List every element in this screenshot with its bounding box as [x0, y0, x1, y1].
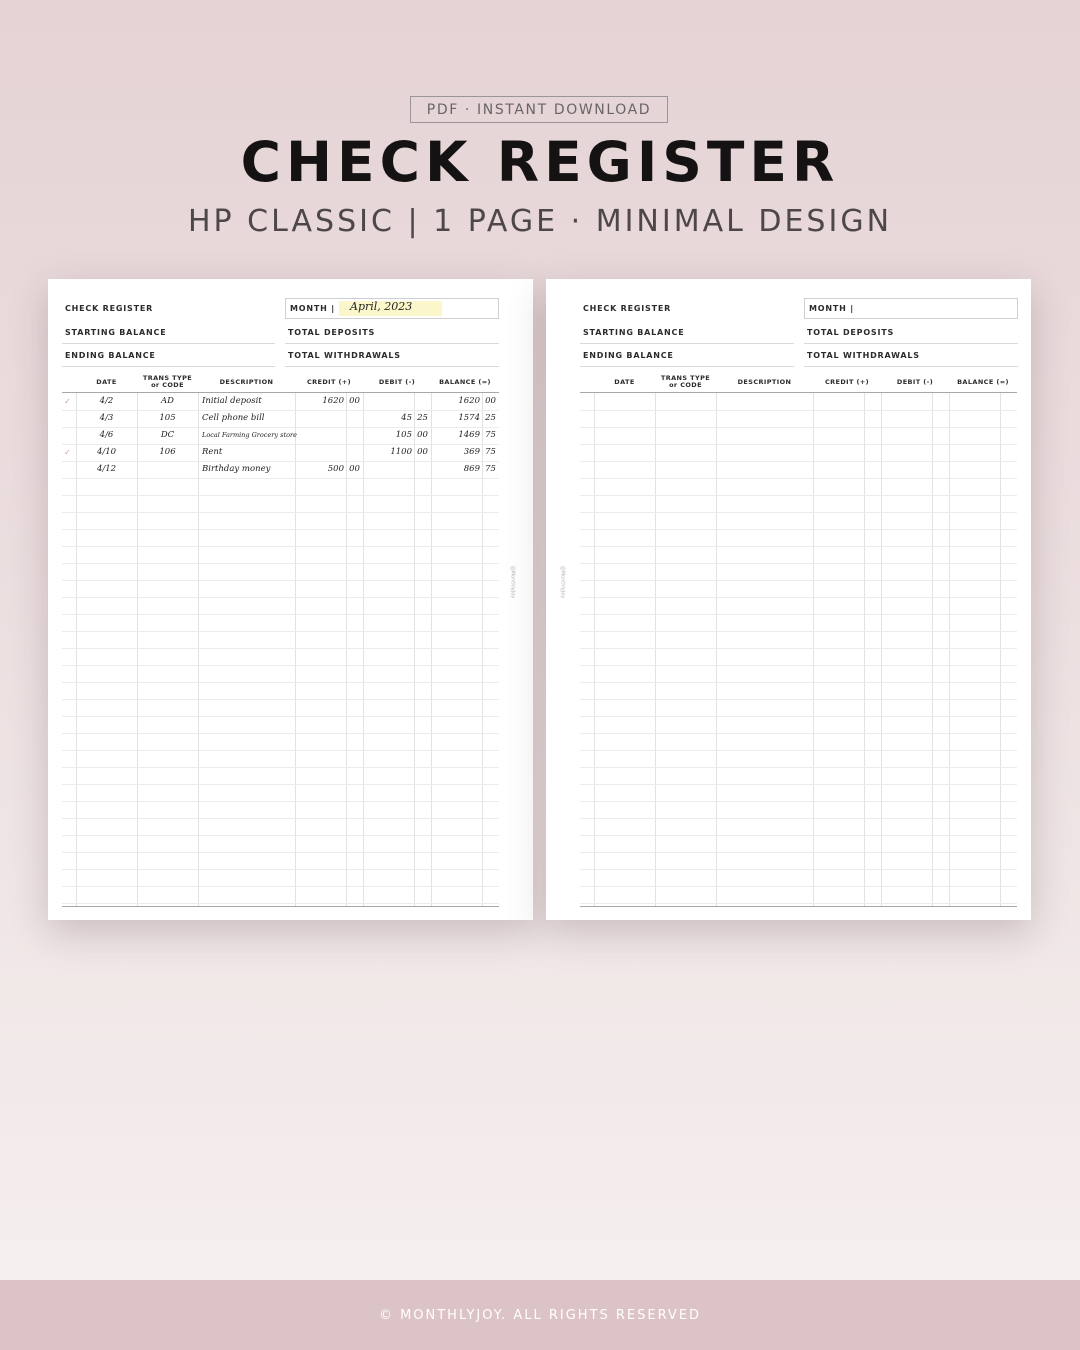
- entry-debit-cents: 25: [417, 413, 428, 423]
- total-deposits-line: [285, 322, 499, 344]
- sheet-title: CHECK REGISTER: [583, 304, 672, 313]
- col-header-description: DESCRIPTION: [219, 377, 274, 386]
- column-divider: [881, 393, 882, 907]
- reconciled-check-icon: ✓: [64, 448, 71, 457]
- watermark: @MonthlyJoy: [509, 565, 516, 599]
- entry-balance: 869: [463, 464, 480, 474]
- entry-debit-cents: [414, 461, 431, 478]
- column-divider: [864, 393, 865, 907]
- sheet-title: CHECK REGISTER: [65, 304, 154, 313]
- entry-balance-cents: 75: [485, 447, 496, 457]
- col-header-debit: DEBIT (-): [896, 377, 934, 386]
- entry-credit-cents: 00: [349, 464, 360, 474]
- row-rule: [580, 478, 1017, 479]
- entry-credit: [295, 427, 344, 444]
- row-rule: [580, 750, 1017, 751]
- column-divider: [932, 393, 933, 907]
- row-rule: [580, 546, 1017, 547]
- month-field: [804, 298, 1018, 319]
- entry-code: 106: [159, 447, 176, 457]
- ending-balance-label: ENDING BALANCE: [583, 351, 674, 360]
- row-rule: [62, 886, 499, 887]
- row-rule: [62, 512, 499, 513]
- entry-date: 4/2: [99, 396, 114, 406]
- row-rule: [62, 648, 499, 649]
- row-rule: [62, 801, 499, 802]
- row-rule: [580, 835, 1017, 836]
- row-rule: [580, 461, 1017, 462]
- ending-balance-label: ENDING BALANCE: [65, 351, 156, 360]
- column-divider: [594, 393, 595, 907]
- row-rule: [62, 784, 499, 785]
- row-rule: [580, 699, 1017, 700]
- entry-code: 105: [159, 413, 176, 423]
- entry-date: 4/6: [99, 430, 114, 440]
- row-rule: [580, 410, 1017, 411]
- row-rule: [62, 699, 499, 700]
- total-withdrawals-label: TOTAL WITHDRAWALS: [807, 351, 920, 360]
- column-divider: [716, 393, 717, 907]
- row-rule: [580, 512, 1017, 513]
- col-header-trans-type: TRANS TYPE or CODE: [660, 374, 711, 389]
- row-rule: [62, 597, 499, 598]
- row-rule: [580, 665, 1017, 666]
- column-divider: [949, 393, 950, 907]
- entry-debit-cents: [414, 393, 431, 410]
- entry-balance: 369: [463, 447, 480, 457]
- row-rule: [580, 631, 1017, 632]
- entry-balance-cents: 25: [485, 413, 496, 423]
- column-divider: [1000, 393, 1001, 907]
- register-page-filled: [48, 279, 533, 920]
- row-rule: [580, 903, 1017, 904]
- row-rule: [580, 716, 1017, 717]
- row-rule: [580, 886, 1017, 887]
- entry-credit: [295, 444, 344, 461]
- col-header-credit: CREDIT (+): [824, 377, 870, 386]
- row-rule: [580, 597, 1017, 598]
- row-rule: [580, 444, 1017, 445]
- col-header-debit: DEBIT (-): [378, 377, 416, 386]
- starting-balance-label: STARTING BALANCE: [583, 328, 685, 337]
- entry-date: 4/10: [96, 447, 117, 457]
- month-field: [285, 298, 499, 319]
- product-subtitle: HP CLASSIC | 1 PAGE · MINIMAL DESIGN: [187, 204, 893, 239]
- entry-credit-cents: 00: [349, 396, 360, 406]
- row-rule: [62, 580, 499, 581]
- row-rule: [62, 682, 499, 683]
- watermark: @MonthlyJoy: [559, 565, 566, 599]
- entry-code: [137, 461, 198, 478]
- entry-code: DC: [160, 430, 175, 440]
- month-label: MONTH |: [809, 304, 854, 313]
- row-rule: [62, 478, 499, 479]
- entry-credit-cents: [346, 410, 363, 427]
- row-rule: [62, 852, 499, 853]
- row-rule: [62, 903, 499, 904]
- row-rule: [62, 750, 499, 751]
- entry-description: Local Farming Grocery store: [202, 431, 297, 439]
- total-withdrawals-line: [804, 345, 1018, 367]
- row-rule: [580, 784, 1017, 785]
- row-rule: [580, 733, 1017, 734]
- row-rule: [62, 614, 499, 615]
- entry-balance-cents: 75: [485, 464, 496, 474]
- starting-balance-label: STARTING BALANCE: [65, 328, 167, 337]
- ending-balance-line: [580, 345, 794, 367]
- entry-balance: 1574: [458, 413, 480, 423]
- format-badge: PDF · INSTANT DOWNLOAD: [410, 96, 668, 123]
- starting-balance-line: [62, 322, 275, 344]
- row-rule: [580, 614, 1017, 615]
- total-withdrawals-line: [285, 345, 499, 367]
- row-rule: [62, 495, 499, 496]
- entry-description: Cell phone bill: [202, 413, 265, 423]
- entry-debit: [363, 393, 412, 410]
- entry-credit-cents: [346, 444, 363, 461]
- reconciled-check-icon: ✓: [64, 397, 71, 406]
- column-divider: [813, 393, 814, 907]
- row-rule: [580, 495, 1017, 496]
- entry-credit: [295, 410, 344, 427]
- row-rule: [580, 580, 1017, 581]
- header-rule: [580, 392, 1017, 393]
- product-title: CHECK REGISTER: [240, 130, 840, 194]
- entry-balance-cents: 00: [485, 396, 496, 406]
- entry-debit: 105: [395, 430, 412, 440]
- row-rule: [580, 767, 1017, 768]
- entry-debit: 1100: [390, 447, 412, 457]
- bottom-rule: [580, 906, 1017, 907]
- entry-debit-cents: 00: [417, 430, 428, 440]
- entry-date: 4/12: [96, 464, 117, 474]
- col-header-description: DESCRIPTION: [737, 377, 792, 386]
- row-rule: [62, 631, 499, 632]
- row-rule: [62, 665, 499, 666]
- total-deposits-line: [804, 322, 1018, 344]
- ending-balance-line: [62, 345, 275, 367]
- row-rule: [62, 818, 499, 819]
- copyright-footer: © MONTHLYJOY. ALL RIGHTS RESERVED: [0, 1280, 1080, 1350]
- entry-balance-cents: 75: [485, 430, 496, 440]
- entry-debit: [363, 461, 412, 478]
- row-rule: [62, 563, 499, 564]
- col-header-credit: CREDIT (+): [306, 377, 352, 386]
- row-rule: [62, 869, 499, 870]
- entry-balance: 1469: [458, 430, 480, 440]
- entry-credit: 500: [327, 464, 344, 474]
- col-header-date: DATE: [614, 377, 635, 386]
- starting-balance-line: [580, 322, 794, 344]
- row-rule: [580, 563, 1017, 564]
- row-rule: [62, 835, 499, 836]
- bottom-rule: [62, 906, 499, 907]
- row-rule: [580, 818, 1017, 819]
- row-rule: [62, 529, 499, 530]
- register-table: [580, 371, 1017, 907]
- entry-debit-cents: 00: [417, 447, 428, 457]
- entry-description: Rent: [202, 447, 223, 457]
- row-rule: [580, 529, 1017, 530]
- register-table: [62, 371, 499, 907]
- entry-description: Birthday money: [202, 464, 271, 474]
- col-header-balance: BALANCE (=): [957, 377, 1009, 386]
- row-rule: [62, 546, 499, 547]
- total-withdrawals-label: TOTAL WITHDRAWALS: [288, 351, 401, 360]
- month-value: April, 2023: [350, 300, 413, 313]
- entry-credit: 1620: [322, 396, 344, 406]
- col-header-date: DATE: [96, 377, 117, 386]
- month-label: MONTH |: [290, 304, 335, 313]
- register-page-blank: [546, 279, 1031, 920]
- row-rule: [580, 427, 1017, 428]
- entry-date: 4/3: [99, 413, 114, 423]
- row-rule: [580, 682, 1017, 683]
- row-rule: [62, 716, 499, 717]
- row-rule: [580, 852, 1017, 853]
- entry-debit: 45: [401, 413, 412, 423]
- row-rule: [580, 648, 1017, 649]
- column-divider: [655, 393, 656, 907]
- entry-credit-cents: [346, 427, 363, 444]
- col-header-balance: BALANCE (=): [439, 377, 491, 386]
- total-deposits-label: TOTAL DEPOSITS: [807, 328, 895, 337]
- row-rule: [62, 733, 499, 734]
- column-divider: [198, 393, 199, 907]
- row-rule: [62, 767, 499, 768]
- total-deposits-label: TOTAL DEPOSITS: [288, 328, 376, 337]
- row-rule: [580, 869, 1017, 870]
- entry-balance: 1620: [458, 396, 480, 406]
- col-header-trans-type: TRANS TYPE or CODE: [142, 374, 193, 389]
- entry-code: AD: [161, 396, 174, 406]
- row-rule: [580, 801, 1017, 802]
- entry-description: Initial deposit: [202, 396, 262, 406]
